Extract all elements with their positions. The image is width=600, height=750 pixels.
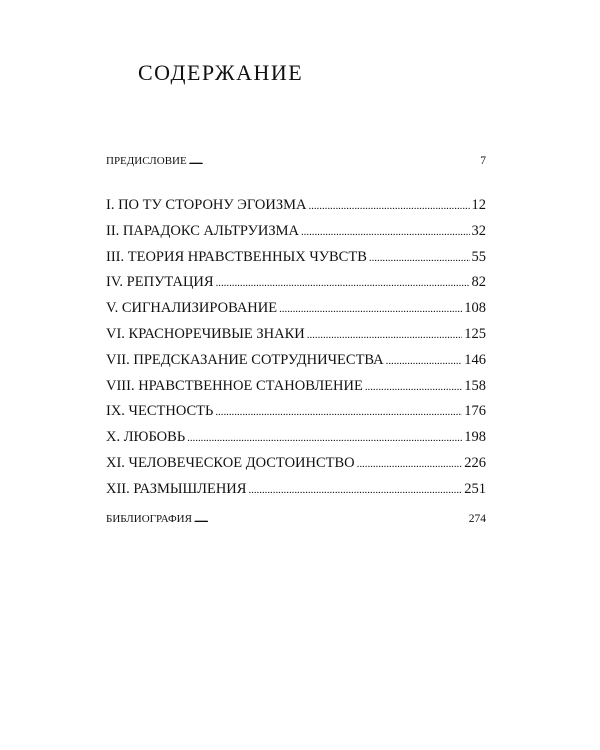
toc-entry-label: VII. ПРЕДСКАЗАНИЕ СОТРУДНИЧЕСТВА [106,351,384,368]
toc-entry-page: 82 [471,274,486,291]
toc-entry-page: 176 [464,403,486,420]
toc-entry-page: 146 [464,351,486,368]
dot-leader [248,477,462,504]
toc-entry-page: 32 [471,222,486,239]
toc-entry-page: 125 [464,325,486,342]
toc-entry-chapter [106,374,486,400]
dot-leader [301,219,470,246]
toc-entry-label: VIII. НРАВСТВЕННОЕ СТАНОВЛЕНИЕ [106,377,363,394]
toc-entry-chapter [106,270,486,296]
table-of-contents [106,155,486,539]
toc-entry-chapter [106,219,486,245]
toc-entry-page: 251 [464,480,486,497]
dot-leader [187,425,462,452]
toc-entry-page: 226 [464,454,486,471]
toc-entry-label: II. ПАРАДОКС АЛЬТРУИЗМА [106,222,299,239]
dot-leader [279,296,462,323]
toc-entry-chapter [106,193,486,219]
toc-entry-chapter [106,451,486,477]
dot-leader [357,451,463,478]
dot-leader [189,155,479,167]
dot-leader [369,245,470,272]
spacer [106,503,486,513]
toc-entry-chapter [106,348,486,374]
toc-entry-label: X. ЛЮБОВЬ [106,429,186,446]
toc-entry-chapter [106,399,486,425]
toc-entry-page: 198 [464,429,486,446]
toc-entry-label: IX. ЧЕСТНОСТЬ [106,403,214,420]
toc-entry-chapter [106,477,486,503]
toc-entry-label: XII. РАЗМЫШЛЕНИЯ [106,480,247,497]
toc-entry-preface [106,155,486,181]
toc-entry-label: VI. КРАСНОРЕЧИВЫЕ ЗНАКИ [106,325,305,342]
page-title: СОДЕРЖАНИЕ [138,60,304,85]
toc-entry-page: 108 [464,300,486,317]
toc-entry-page: 7 [480,155,486,167]
dot-leader [215,399,462,426]
toc-entry-label: XI. ЧЕЛОВЕЧЕСКОЕ ДОСТОИНСТВО [106,454,355,471]
dot-leader [308,193,469,220]
dot-leader [365,374,462,401]
toc-entry-label: I. ПО ТУ СТОРОНУ ЭГОИЗМА [106,197,307,213]
toc-entry-page: 274 [468,512,486,525]
toc-entry-page: 12 [471,197,486,213]
dot-leader [307,322,462,349]
toc-entry-label: ПРЕДИСЛОВИЕ [106,155,187,167]
toc-entry-bibliography [106,513,486,539]
spacer [106,181,486,193]
dot-leader [386,348,463,375]
toc-entry-label: III. ТЕОРИЯ НРАВСТВЕННЫХ ЧУВСТВ [106,248,367,265]
toc-entry-chapter [106,296,486,322]
toc-entry-label: IV. РЕПУТАЦИЯ [106,274,214,291]
toc-entry-label: V. СИГНАЛИЗИРОВАНИЕ [106,300,278,317]
toc-entry-chapter [106,425,486,451]
dot-leader [194,513,467,525]
toc-entry-label: БИБЛИОГРАФИЯ [106,512,192,525]
toc-entry-chapter [106,245,486,271]
toc-entry-page: 158 [464,377,486,394]
toc-entry-chapter [106,322,486,348]
dot-leader [216,270,470,297]
toc-entry-page: 55 [471,248,486,265]
